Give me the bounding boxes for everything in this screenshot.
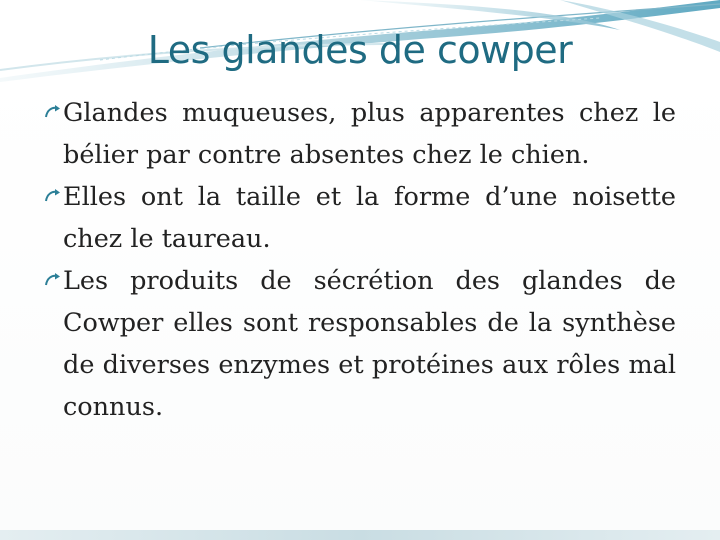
bullet-text: Elles ont la taille et la forme d’une noisette chez le taureau. (63, 182, 676, 254)
slide-title: Les glandes de cowper (147, 28, 573, 72)
curved-arrow-icon (44, 187, 62, 205)
curved-arrow-icon (44, 103, 62, 121)
bullet-item (44, 176, 676, 260)
footer-bar-decoration (0, 530, 720, 540)
curved-arrow-icon (44, 271, 62, 289)
bullet-item (44, 92, 676, 176)
bullet-item (44, 260, 676, 428)
bullet-text: Glandes muqueuses, plus apparentes chez le bélier par contre absentes chez le chien. (63, 98, 676, 170)
bullet-text: Les produits de sécrétion des glandes de Cowper elles sont responsables de la synthèse de diverses enzymes et protéines aux rôles mal connus. (63, 266, 676, 422)
bullet-list (44, 92, 676, 428)
